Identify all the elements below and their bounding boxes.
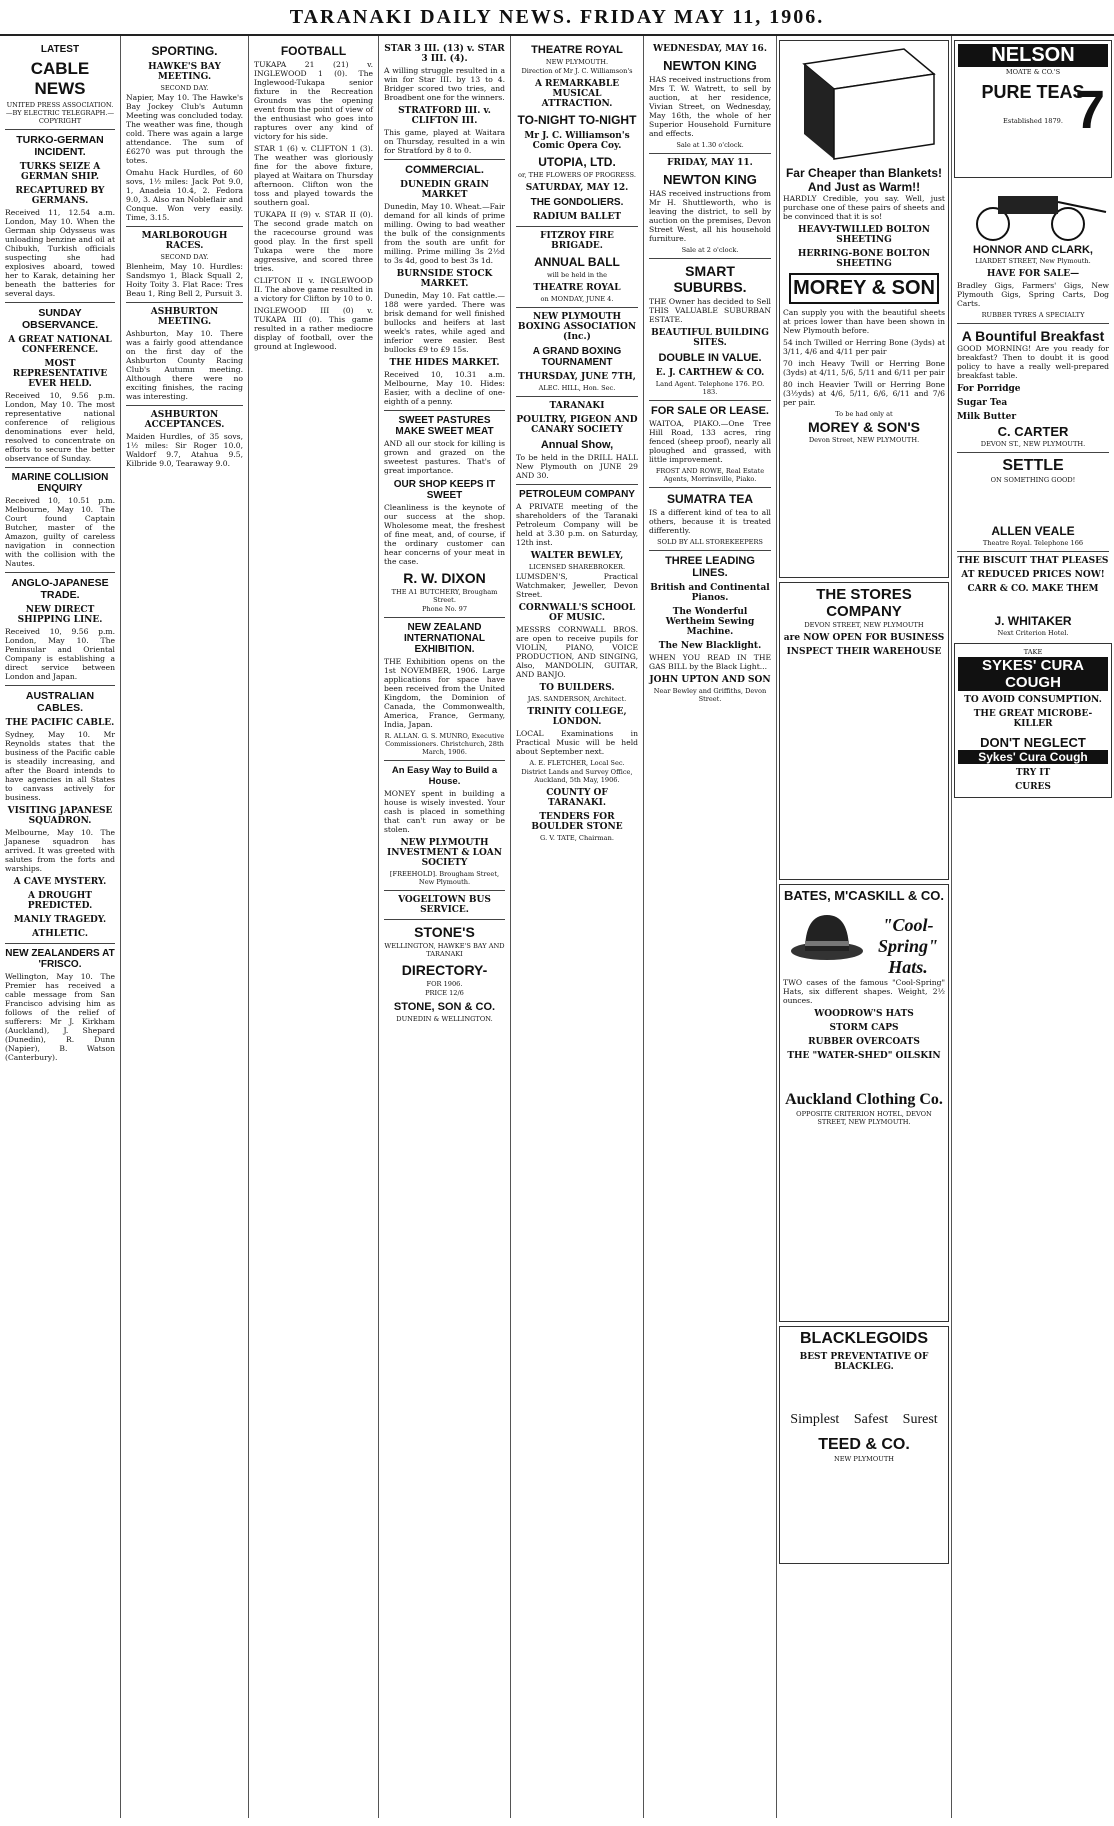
ad-brand-whitaker: J. WHITAKER <box>994 614 1072 628</box>
ad-sub: TAKE <box>1023 648 1043 656</box>
ad-headline: DOUBLE IN VALUE. <box>658 352 762 364</box>
ad-event: ANNUAL BALL <box>534 255 620 269</box>
ad-location: DEVON ST., NEW PLYMOUTH. <box>980 440 1086 448</box>
ad-bates-mccaskill <box>779 884 949 1322</box>
ad-signature: ALEC. HILL, Hon. Sec. <box>538 384 616 392</box>
ad-text: HAS received instructions from Mrs T. W. Watrett, to sell by auction, at her residence, Vivian Street, on Wednesday, May 16th, the whole of her Superior Household Furniture and effects. <box>649 75 771 138</box>
ad-sub: THE GREAT MICROBE-KILLER <box>973 709 1093 729</box>
subheadline: THE HIDES MARKET. <box>389 358 500 368</box>
ad-sub: Direction of Mr J. C. Williamson's <box>521 67 633 75</box>
ad-location: Theatre Royal. Telephone 166 <box>982 539 1084 547</box>
ad-text: Can supply you with the beautiful sheets at prices lower than have been shown in New Plymouth before. <box>783 308 945 335</box>
ad-numeral-seven: 7 <box>1074 80 1105 140</box>
ad-sub: THE A1 BUTCHERY, Brougham Street. <box>391 588 498 604</box>
ad-signature: R. ALLAN. G. S. MUNRO, Executive Commissioners. Christchurch, 28th March, 1906. <box>384 732 505 756</box>
ad-item: Sugar Tea <box>957 398 1008 408</box>
article-text: Dunedin, May 10. Fat cattle.—188 were yarded. There was brisk demand for well finished bullocks and heifers at last week's rates, while aged and inferior were easier. Best bullocks £9 to £9 15s. <box>384 291 505 354</box>
subheadline: TURKS SEIZE A GERMAN SHIP. <box>19 162 101 182</box>
ad-sub: will be held in the <box>546 271 608 279</box>
article-text: Ashburton, May 10. There was a fairly good attendance on the first day of the Ashburton County Racing Club's Autumn meeting. Although there were no exciting finishes, the racing was interesting. <box>126 329 243 401</box>
ad-company: JOHN UPTON AND SON <box>649 675 771 685</box>
ad-price: PRICE 12/6 <box>425 989 464 997</box>
ad-sub: Sale at 1.30 o'clock. <box>676 141 744 149</box>
ad-year: FOR 1906. <box>426 980 463 988</box>
article-text: TUKAPA II (9) v. STAR II (0). The second grade match on the racecourse ground was good play. In the first spell Tukapa were the more aggressive, and scored three tries. <box>254 210 373 273</box>
ad-brand-dixon: R. W. DIXON <box>403 570 486 586</box>
ad-sub: DEVON STREET, NEW PLYMOUTH <box>804 621 924 629</box>
ad-date: THURSDAY, JUNE 7TH, <box>518 372 636 382</box>
ad-word-simplest: Simplest <box>790 1412 840 1427</box>
ad-sub: [FREEHOLD]. Brougham Street, New Plymouth. <box>389 870 500 886</box>
ad-brand-teed: TEED & CO. <box>818 1436 910 1453</box>
ad-sub: Near Bewley and Griffiths, Devon Street. <box>653 687 767 703</box>
ad-headline: CARR & CO. MAKE THEM <box>967 584 1099 594</box>
sub-label: SECOND DAY. <box>160 84 209 92</box>
article-text: This game, played at Waitara on Thursday, resulted in a win for Stratford by 8 to 0. <box>384 128 505 155</box>
ad-signature: A. E. FLETCHER, Local Sec. <box>529 759 625 767</box>
ad-price: 80 inch Heavier Twill or Herring Bone (3½yds) at 4/6, 5/11, 6/6, 6/11 and 7/6 per pair. <box>783 380 945 407</box>
box-illustration <box>784 44 944 164</box>
subheadline: DUNEDIN GRAIN MARKET <box>400 180 489 200</box>
ad-item: HERRING-BONE BOLTON SHEETING <box>797 249 931 269</box>
section-title-cable-news: CABLE NEWS <box>30 59 90 98</box>
column-auctions <box>644 36 777 1818</box>
headline: ANGLO-JAPANESE TRADE. <box>11 577 109 601</box>
article-text: TUKAPA 21 (21) v. INGLEWOOD 1 (0). The Inglewood-Tukapa senior fixture in the Recreation Grounds was the opening event from the point of view of the enthusiast who goes into raptures over any kind of victory for his side. <box>254 60 373 141</box>
article-text: Received 10, 10.31 a.m. Melbourne, May 10. Hides: Easier, with a decline of one-eighth of a penny. <box>384 370 505 406</box>
column-commercial <box>379 36 511 1818</box>
ad-item: British and Continental Pianos. <box>650 583 770 603</box>
ad-text: GOOD MORNING! Are you ready for breakfast? Then to doubt it is good policy to have a really well-prepared breakfast table. <box>957 344 1109 380</box>
ad-directory: DIRECTORY- <box>401 962 488 978</box>
ad-item: The New Blacklight. <box>658 641 762 651</box>
ad-headline: FOR SALE OR LEASE. <box>651 405 769 417</box>
ad-word-surest: Surest <box>902 1412 938 1427</box>
headline: SUNDAY OBSERVANCE. <box>21 307 99 331</box>
ad-headline: AT REDUCED PRICES NOW! <box>961 570 1105 580</box>
ad-item: WOODROW'S HATS <box>814 1009 914 1019</box>
article-text: Dunedin, May 10. Wheat.—Fair demand for all kinds of prime milling. Owing to bad weather the bulk of the consignments from the south are unfit for milling. Prime milling 3s 2½d to 3s 4d, good to best 3s 1d. <box>384 202 505 265</box>
ad-company: STONE, SON & CO. <box>393 1001 496 1013</box>
ad-auctioneer: NEWTON KING <box>663 58 757 73</box>
subheadline: MARLBOROUGH RACES. <box>141 231 228 251</box>
subheadline: BURNSIDE STOCK MARKET. <box>396 269 493 289</box>
ad-headline: NEW PLYMOUTH INVESTMENT & LOAN SOCIETY <box>387 838 502 868</box>
ad-text: IS a different kind of tea to all others, because it is treated differently. <box>649 508 771 535</box>
ad-text: HAS received instructions from Mr H. Shuttleworth, who is leaving the district, to sell by auction on the premises, Devon Street West, all his household furniture. <box>649 189 771 243</box>
ad-brand-carter: C. CARTER <box>997 424 1069 439</box>
ad-text: District Lands and Survey Office, Auckland, 5th May, 1906. <box>521 768 633 784</box>
subheadline: STAR 3 III. (13) v. STAR 3 III. (4). <box>384 44 505 64</box>
ad-item: HEAVY-TWILLED BOLTON SHEETING <box>798 225 930 245</box>
ad-headline: VOGELTOWN BUS SERVICE. <box>398 895 491 915</box>
newspaper-masthead: TARANAKI DAILY NEWS. FRIDAY MAY 11, 1906. <box>0 0 1114 36</box>
headline: NEW ZEALANDERS AT 'FRISCO. <box>5 948 115 970</box>
ad-headline: TO BUILDERS. <box>539 683 615 693</box>
ad-company: HONNOR AND CLARK, <box>973 244 1093 256</box>
ad-headline: THEATRE ROYAL <box>531 44 623 56</box>
section-title-latest: LATEST <box>40 44 80 55</box>
ad-headline: WALTER BEWLEY, <box>530 551 624 561</box>
ad-sub: WELLINGTON, HAWKE'S BAY AND TARANAKI <box>384 942 505 958</box>
ad-headline: OUR SHOP KEEPS IT SWEET <box>393 479 496 501</box>
section-title-commercial: COMMERCIAL. <box>405 164 484 176</box>
subheadline: A CAVE MYSTERY. <box>13 877 107 887</box>
ad-sub: SOLD BY ALL STOREKEEPERS <box>657 538 763 546</box>
ad-location: DUNEDIN & WELLINGTON. <box>396 1015 493 1023</box>
ad-brand-sykes: SYKES' CURA COUGH <box>958 657 1108 691</box>
headline: TURKO-GERMAN INCIDENT. <box>16 134 104 158</box>
ad-headline: "Cool-Spring" Hats. <box>877 915 939 977</box>
ad-price: 70 inch Heavy Twill or Herring Bone (3yds) at 4/11, 5/6, 5/11 and 6/11 per pair <box>783 359 945 377</box>
ad-venue: THEATRE ROYAL <box>533 283 621 293</box>
ad-signature: JAS. SANDERSON, Architect. <box>527 695 627 703</box>
ad-sub: BEST PREVENTATIVE OF BLACKLEG. <box>799 1352 929 1372</box>
ad-text: MONEY spent in building a house is wisely invested. Your cash is placed in something that can't run away or be stolen. <box>384 789 505 834</box>
column-cable-news <box>0 36 121 1818</box>
ad-location: OPPOSITE CRITERION HOTEL, DEVON STREET, NEW PLYMOUTH. <box>796 1110 932 1126</box>
subheadline: A GREAT NATIONAL CONFERENCE. <box>8 335 112 355</box>
ad-date: on MONDAY, JUNE 4. <box>540 295 614 303</box>
ad-sub: Land Agent. Telephone 176. P.O. 183. <box>655 380 765 396</box>
ad-sub: or, THE FLOWERS OF PROGRESS. <box>518 171 636 179</box>
ad-headline: PETROLEUM COMPANY <box>519 489 635 500</box>
ad-company: Mr J. C. Williamson's Comic Opera Coy. <box>524 131 630 151</box>
article-text: STAR 1 (6) v. CLIFTON 1 (3). The weather was gloriously fine for the above fixture, played at Waitara on Thursday afternoon. Clifton won the toss and played towards the southern goal. <box>254 144 373 207</box>
ad-headline: TO AVOID CONSUMPTION. <box>964 695 1102 705</box>
ad-item: THE "WATER-SHED" OILSKIN <box>787 1051 941 1061</box>
ad-sub: TRY IT <box>1015 768 1051 778</box>
column-football <box>249 36 379 1818</box>
article-text: Received 10, 9.56 p.m. London, May 10. The most representative national conference of religious denominations ever held, resolved to concentrate on efforts to secure the better observance of Sunday. <box>5 391 115 463</box>
ad-location: Next Criterion Hotel. <box>997 629 1069 637</box>
ad-text: THE Owner has decided to Sell THIS VALUABLE SUBURBAN ESTATE. <box>649 297 771 324</box>
ad-text: Cleanliness is the keynote of our success at the shop. Wholesome meat, the freshest of fine meat, and, of course, if the ordinary customer can hear concerns of your meat in the case. <box>384 503 505 566</box>
ad-location: NEW PLYMOUTH <box>833 1455 895 1463</box>
ad-text: HARDLY Credible, you say. Well, just purchase one of these pairs of sheets and be convinced that it is so! <box>783 194 945 221</box>
subheadline: ASHBURTON ACCEPTANCES. <box>144 410 225 430</box>
article-text: CLIFTON II v. INGLEWOOD II. The above game resulted in a victory for Clifton by 10 to 0. <box>254 276 373 303</box>
ad-phone: Phone No. 97 <box>421 605 468 613</box>
column-sporting <box>121 36 249 1818</box>
subheadline: STRATFORD III. v. CLIFTON III. <box>398 106 491 126</box>
ad-brand-nelson: NELSON <box>958 44 1108 67</box>
ad-sub: RUBBER TYRES A SPECIALTY <box>981 311 1085 319</box>
ad-text: To be held in the DRILL HALL New Plymouth on JUNE 29 AND 30. <box>516 453 638 480</box>
ad-headline: THE STORES COMPANY <box>816 586 912 620</box>
ad-sykes-cura-cough <box>954 643 1112 798</box>
ad-word-safest: Safest <box>853 1412 889 1427</box>
ad-headline: HAVE FOR SALE— <box>986 269 1080 279</box>
ad-headline: A Bountiful Breakfast <box>961 328 1105 344</box>
article-text: Melbourne, May 10. The Japanese squadron has arrived. It was greeted with salutes from the forts and warships. <box>5 828 115 873</box>
credit-line: UNITED PRESS ASSOCIATION.—BY ELECTRIC TELEGRAPH.—COPYRIGHT <box>5 101 115 125</box>
carriage-illustration <box>958 182 1108 242</box>
article-text: Maiden Hurdles, of 35 sovs, 1½ miles: Sir Roger 10.0, Waldorf 9.7, Atahua 9.5, Kilbride 9.0, Tearaway 9.0. <box>126 432 243 468</box>
ad-event: A GRAND BOXING TOURNAMENT <box>532 346 622 368</box>
article-text: Wellington, May 10. The Premier has received a cable message from San Francisco advising him as follows of the relief of sufferers: Mr J. Kirkham (Auckland), J. Shepard (Dunedin), R. Dunn (Napier), B. Watson (Canterbury). <box>5 972 115 1062</box>
ad-headline: And Just as Warm!! <box>807 180 921 194</box>
column-theatre-notices <box>511 36 644 1818</box>
ad-text: Bradley Gigs, Farmers' Gigs, New Plymouth Gigs, Spring Carts, Dog Carts. <box>957 281 1109 308</box>
ad-headline: TENDERS FOR BOULDER STONE <box>531 812 623 832</box>
subheadline: ATHLETIC. <box>32 929 88 939</box>
ad-brand-morey: MOREY & SON'S <box>808 419 920 435</box>
ad-headline: BEAUTIFUL BUILDING SITES. <box>651 328 769 348</box>
subheadline: HAWKE'S BAY MEETING. <box>148 62 221 82</box>
hat-illustration <box>787 907 867 962</box>
ad-headline: PURE TEAS <box>981 82 1085 102</box>
ad-brand-morey: MOREY & SON <box>789 273 939 304</box>
ad-signature: G. V. TATE, Chairman. <box>540 834 614 842</box>
ad-item: STORM CAPS <box>829 1023 899 1033</box>
ad-headline: TRINITY COLLEGE, LONDON. <box>527 707 627 727</box>
subheadline: NEW DIRECT SHIPPING LINE. <box>17 605 103 625</box>
ad-item: The Wonderful Wertheim Sewing Machine. <box>665 607 755 637</box>
ad-brand-sykes: Sykes' Cura Cough <box>958 750 1108 764</box>
section-title-sporting: SPORTING. <box>151 44 218 58</box>
ad-sub: INSPECT THEIR WAREHOUSE <box>786 647 942 657</box>
article-text: Napier, May 10. The Hawke's Bay Jockey Club's Autumn Meeting was concluded today. The weather was fine, though cold. There was again a large attendance. The sum of £6270 was put through the totes. <box>126 93 243 165</box>
ad-blacklegoids <box>779 1326 949 1564</box>
ad-text: WHEN YOU READ IN THE GAS BILL by the Black Light... <box>649 653 771 671</box>
ad-headline: An Easy Way to Build a House. <box>391 765 498 787</box>
article-text: Received 10, 10.51 p.m. Melbourne, May 10. The Court found Captain Butcher, master of the Amazon, guilty of careless navigation in connection with the collision with the Nautes. <box>5 496 115 568</box>
ad-sub: LICENSED SHAREBROKER. <box>528 563 626 571</box>
ad-text: WAITOA, PIAKO.—One Tree Hill Road, 133 acres, ring fenced (sheep proof), nearly all ploughed and grassed, with little improvement. <box>649 419 771 464</box>
ad-text: A PRIVATE meeting of the shareholders of the Taranaki Petroleum Company will be held at 3.30 p.m. on Saturday, 12th inst. <box>516 502 638 547</box>
ad-headline: CORNWALL'S SCHOOL OF MUSIC. <box>518 603 636 623</box>
ad-text: MESSRS CORNWALL BROS. are open to receive pupils for VIOLIN, PIANO, VOICE PRODUCTION, AND SINGING, Also, MANDOLIN, GUITAR, AND BANJO. <box>516 625 638 679</box>
ad-date: FRIDAY, MAY 11. <box>667 158 753 168</box>
ad-brand-stones: STONE'S <box>414 924 475 940</box>
ad-sub: MOATE & CO.'S <box>1005 68 1061 76</box>
subheadline: MANLY TRAGEDY. <box>13 915 107 925</box>
ad-auctioneer: NEWTON KING <box>663 172 757 187</box>
ad-nelson-teas <box>954 40 1112 178</box>
article-text: Received 11, 12.54 a.m. London, May 10. When the German ship Odysseus was unloading benzine and oil at Chibukh, Turkish officials suspecting she had explosives aboard, towed her to Karak, detaining her beneath the batteries for several days. <box>5 208 115 298</box>
ad-text: TWO cases of the famous "Cool-Spring" Hats, six different shapes. Weight, 2½ ounces. <box>783 978 945 1005</box>
ad-event: Annual Show, <box>540 439 614 451</box>
subheadline: THE PACIFIC CABLE. <box>5 718 115 728</box>
ad-brand-allen-veale: ALLEN VEALE <box>991 524 1075 538</box>
ad-headline: BLACKLEGOIDS <box>800 1330 928 1347</box>
ad-show: THE GONDOLIERS. <box>530 197 624 208</box>
headline: AUSTRALIAN CABLES. <box>25 690 95 714</box>
ad-company: BATES, M'CASKILL & CO. <box>783 888 945 903</box>
ad-item: RUBBER OVERCOATS <box>808 1037 920 1047</box>
article-text: Sydney, May 10. Mr Reynolds states that the business of the Pacific cable is steadily increasing, and after the Board intends to have agencies in all States to canvass actively for business. <box>5 730 115 802</box>
headline: MARINE COLLISION ENQUIRY <box>11 472 109 494</box>
ad-morey-sheets <box>779 40 949 578</box>
ad-item: For Porridge <box>957 384 1021 394</box>
ad-headline: FITZROY FIRE BRIGADE. <box>540 231 614 251</box>
ad-text: THE Exhibition opens on the 1st NOVEMBER, 1906. Large applications for space have been received from the United Kingdom, the Dominion of Canada, the Commonwealth, America, France, Germany, India, Japan. <box>384 657 505 729</box>
subheadline: MOST REPRESENTATIVE EVER HELD. <box>12 359 108 389</box>
ad-text: LOCAL Examinations in Practical Music will be held about September next. <box>516 729 638 756</box>
ad-price: 54 inch Twilled or Herring Bone (3yds) at 3/11, 4/6 and 4/11 per pair <box>783 338 945 356</box>
article-text: Received 10, 9.56 p.m. London, May 10. The Peninsular and Oriental Company is establishing a direct service between London and Japan. <box>5 627 115 681</box>
ad-stores-company <box>779 582 949 880</box>
article-text: INGLEWOOD III (0) v. TUKAPA III (0). This game resulted in a rather mediocre display of football, over the ground at Inglewood. <box>254 306 373 351</box>
ad-headline: POULTRY, PIGEON AND CANARY SOCIETY <box>516 415 638 435</box>
article-text: Omahu Hack Hurdles, of 60 sovs, 1½ miles: Jack Pot 9.0, 1, Anadeia 10.4, 2. Fedora 9.0, 3. Also ran Nobleflair and Conque. Won very easily. Time, 3.15. <box>126 168 243 222</box>
ad-text: AND all our stock for killing is grown and grazed on the sweetest pastures. That's of great importance. <box>384 439 505 475</box>
subheadline: A DROUGHT PREDICTED. <box>27 891 93 911</box>
ad-sub: To be had only at <box>835 410 893 418</box>
ad-headline: TARANAKI <box>549 401 605 411</box>
ad-sub: CURES <box>1015 782 1051 792</box>
ad-date: SATURDAY, MAY 12. <box>525 183 629 193</box>
ad-sub: A REMARKABLE MUSICAL ATTRACTION. <box>534 79 620 109</box>
ad-sub: ON SOMETHING GOOD! <box>990 476 1076 484</box>
ad-headline: Far Cheaper than Blankets! <box>785 166 943 180</box>
ad-sub: NEW PLYMOUTH. <box>545 58 609 66</box>
ad-headline: NEW ZEALAND INTERNATIONAL EXHIBITION. <box>404 622 485 655</box>
ad-headline: NEW PLYMOUTH BOXING ASSOCIATION (Inc.) <box>517 312 637 342</box>
ad-headline: SETTLE <box>1002 457 1064 474</box>
column-display-ads <box>777 36 952 1818</box>
section-title-football: FOOTBALL <box>280 44 347 58</box>
ad-location: LIARDET STREET, New Plymouth. <box>975 257 1091 265</box>
ad-date: WEDNESDAY, MAY 16. <box>653 44 767 54</box>
ad-sub: are NOW OPEN FOR BUSINESS <box>783 633 945 643</box>
ad-headline: SMART SUBURBS. <box>673 263 747 295</box>
sub-label: SECOND DAY. <box>160 253 209 261</box>
ad-established: Established 1879. <box>1003 117 1063 125</box>
article-text: A willing struggle resulted in a win for Star III. by 13 to 4. Bridger scored two tries, and Broadbent one for the winners. <box>384 66 505 102</box>
ad-location: Devon Street, NEW PLYMOUTH. <box>808 436 920 444</box>
ad-brand-auckland: Auckland Clothing Co. <box>785 1091 943 1108</box>
ad-text: LUMSDEN'S, Practical Watchmaker, Jeweller, Devon Street. <box>516 572 638 599</box>
subheadline: ASHBURTON MEETING. <box>150 307 219 327</box>
ad-show: RADIUM BALLET <box>532 212 622 222</box>
ad-headline: COUNTY OF TARANAKI. <box>546 788 608 808</box>
ad-company: E. J. CARTHEW & CO. <box>655 368 765 378</box>
ad-signature: FROST AND ROWE, Real Estate Agents, Morrinsville, Piako. <box>655 467 765 483</box>
column-right-ads <box>952 36 1114 1818</box>
ad-headline: SWEET PASTURES MAKE SWEET MEAT <box>395 415 494 437</box>
subheadline: VISITING JAPANESE SQUADRON. <box>7 806 113 826</box>
ad-show: UTOPIA, LTD. <box>538 155 616 169</box>
ad-sub: Sale at 2 o'clock. <box>681 246 739 254</box>
ad-item: Milk Butter <box>957 412 1017 422</box>
subheadline: RECAPTURED BY GERMANS. <box>15 186 105 206</box>
ad-headline: SUMATRA TEA <box>667 492 753 506</box>
ad-headline: THREE LEADING LINES. <box>665 555 755 579</box>
ad-tonight: TO-NIGHT TO-NIGHT <box>517 113 637 127</box>
ad-headline: DON'T NEGLECT <box>980 735 1086 750</box>
ad-headline: THE BISCUIT THAT PLEASES <box>957 556 1109 566</box>
article-text: Blenheim, May 10. Hurdles: Sandsmyo 1, Black Squall 2, Hoity Toity 3. Flat Race: Tres Beau 1, Ring Bell 2, Pursuit 3. <box>126 262 243 298</box>
